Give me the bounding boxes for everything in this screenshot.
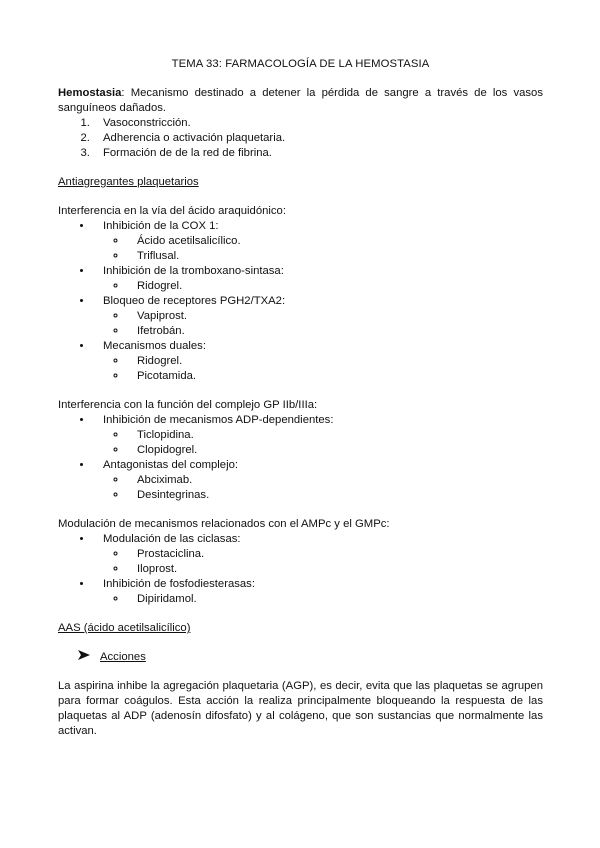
group-title: Interferencia con la función del complejo GP IIb/IIIa: [58, 399, 318, 411]
drug-item: ◦ Triflusal. [127, 249, 543, 264]
hemostasia-steps [58, 116, 543, 161]
mechanism-label: Inhibición de fosfodiesterasas: [103, 578, 255, 590]
aas-paragraph: La aspirina inhibe la agregación plaquetaria (AGP), es decir, evita que las plaquetas se agrupen para formar coágulos. Esta acción la realiza principalmente bloqueando la respuesta de las plaquetas al ADP (adenosín difosfato) y al colágeno, que son sustancias que normalmente las activan. [58, 680, 543, 737]
hemostasia-definition [58, 86, 543, 116]
group-gp-iib-iiia [58, 398, 543, 503]
arrow-bullet-icon [78, 650, 94, 665]
drug-item: ◦ Picotamida. [127, 369, 543, 384]
page-title: TEMA 33: FARMACOLOGÍA DE LA HEMOSTASIA [171, 58, 430, 70]
drug-item: ◦ Ácido acetilsalicílico. [127, 234, 543, 249]
drug-item: ◦ Vapiprost. [127, 309, 543, 324]
mechanism-item [93, 532, 543, 577]
drug-item: ◦ Prostaciclina. [127, 547, 543, 562]
drug-item: ◦ Desintegrinas. [127, 488, 543, 503]
group-acido-araquidonico [58, 204, 543, 384]
step-item: 3. Formación de de la red de fibrina. [93, 146, 543, 161]
mechanism-label: Mecanismos duales: [103, 340, 206, 352]
acciones-row [78, 650, 543, 665]
step-item: 2. Adherencia o activación plaquetaria. [93, 131, 543, 146]
drug-list [103, 309, 543, 339]
drug-list [103, 279, 543, 294]
drug-list [103, 234, 543, 264]
mechanism-item [93, 264, 543, 294]
aas-heading: AAS (ácido acetilsalicílico) [58, 622, 191, 634]
group-title: Interferencia en la vía del ácido araquidónico: [58, 205, 286, 217]
mechanism-item [93, 219, 543, 264]
drug-list [103, 547, 543, 577]
drug-list [103, 354, 543, 384]
antiagregantes-heading: Antiagregantes plaquetarios [58, 176, 199, 188]
group-ampc-gmpc [58, 517, 543, 607]
mechanism-label: Modulación de las ciclasas: [103, 533, 241, 545]
hemostasia-term: Hemostasia [58, 87, 122, 99]
hemostasia-definition-text: : Mecanismo destinado a detener la pérdida de sangre a través de los vasos sanguíneos dañados. [58, 87, 543, 114]
mechanism-item [93, 577, 543, 607]
drug-item: ◦ Iloprost. [127, 562, 543, 577]
mechanism-label: Inhibición de la COX 1: [103, 220, 219, 232]
mechanism-list [58, 413, 543, 503]
group-title: Modulación de mecanismos relacionados con el AMPc y el GMPc: [58, 518, 390, 530]
mechanism-list [58, 532, 543, 607]
drug-item: ◦ Ridogrel. [127, 279, 543, 294]
drug-item: ◦ Clopidogrel. [127, 443, 543, 458]
mechanism-label: Bloqueo de receptores PGH2/TXA2: [103, 295, 286, 307]
document-content [58, 57, 543, 750]
mechanism-item [93, 413, 543, 458]
step-item: 1. Vasoconstricción. [93, 116, 543, 131]
drug-item: ◦ Ridogrel. [127, 354, 543, 369]
drug-item: ◦ Dipiridamol. [127, 592, 543, 607]
mechanism-item [93, 294, 543, 339]
drug-item: ◦ Abciximab. [127, 473, 543, 488]
drug-list [103, 473, 543, 503]
mechanism-label: Inhibición de la tromboxano-sintasa: [103, 265, 284, 277]
mechanism-label: Inhibición de mecanismos ADP-dependientes: [103, 414, 334, 426]
acciones-heading: Acciones [100, 651, 146, 663]
mechanism-label: Antagonistas del complejo: [103, 459, 239, 471]
drug-list [103, 592, 543, 607]
mechanism-list [58, 219, 543, 384]
mechanism-item [93, 339, 543, 384]
drug-item: ◦ Ifetrobán. [127, 324, 543, 339]
mechanism-item [93, 458, 543, 503]
drug-item: ◦ Ticlopidina. [127, 428, 543, 443]
drug-list [103, 428, 543, 458]
